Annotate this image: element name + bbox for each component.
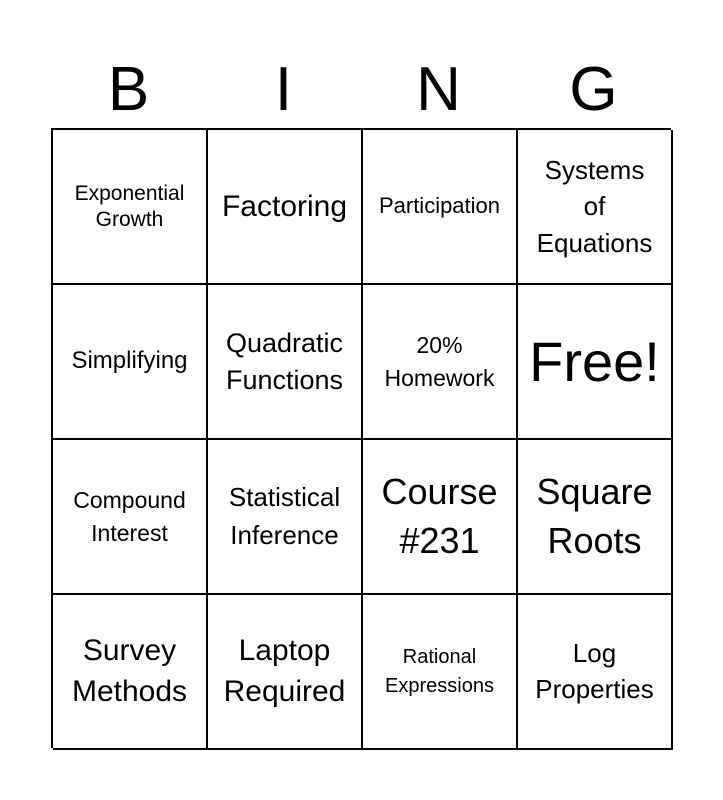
bingo-cell-r2-c0[interactable] [53,440,208,595]
bingo-cell-r3-c1[interactable] [208,595,363,750]
cell-label: Exponential Growth [74,182,185,231]
bingo-board [51,128,671,748]
bingo-cell-r3-c2[interactable] [363,595,518,750]
header-letter-g: G [569,55,618,124]
cell-label: Factoring [221,189,348,223]
cell-label: Systems of Equations [536,154,653,258]
header-letter-n: N [416,55,461,124]
bingo-cell-r3-c0[interactable] [53,595,208,750]
bingo-cell-r1-c0[interactable] [53,285,208,440]
cell-label: 20% Homework [384,332,495,391]
bingo-cell-r0-c3[interactable] [518,130,673,285]
cell-label: Rational Expressions [385,645,494,697]
bingo-cell-r0-c0[interactable] [53,130,208,285]
header-letter-b: B [107,55,150,124]
bingo-cell-r0-c2[interactable] [363,130,518,285]
cell-label: Laptop Required [223,634,346,708]
bingo-cell-r1-c2[interactable] [363,285,518,440]
bingo-cell-r2-c2[interactable] [363,440,518,595]
bingo-cell-r2-c3[interactable] [518,440,673,595]
cell-label: Quadratic Functions [225,328,344,395]
header-letter-i: I [274,55,293,124]
cell-label: Survey Methods [71,634,188,708]
cell-label: Compound Interest [73,487,186,546]
cell-label: Log Properties [535,638,654,704]
cell-label: Statistical Inference [228,481,341,550]
bingo-cell-r3-c3[interactable] [518,595,673,750]
bingo-cell-r0-c1[interactable] [208,130,363,285]
bingo-cell-r1-c1[interactable] [208,285,363,440]
bingo-cell-r2-c1[interactable] [208,440,363,595]
cell-label: Square Roots [536,470,653,561]
cell-label: Participation [378,193,501,219]
cell-label: Course #231 [381,470,498,561]
cell-label: Simplifying [71,347,188,375]
free-space-label: Free! [529,329,660,393]
bingo-cell-free[interactable] [518,285,673,440]
bingo-header [51,52,671,128]
